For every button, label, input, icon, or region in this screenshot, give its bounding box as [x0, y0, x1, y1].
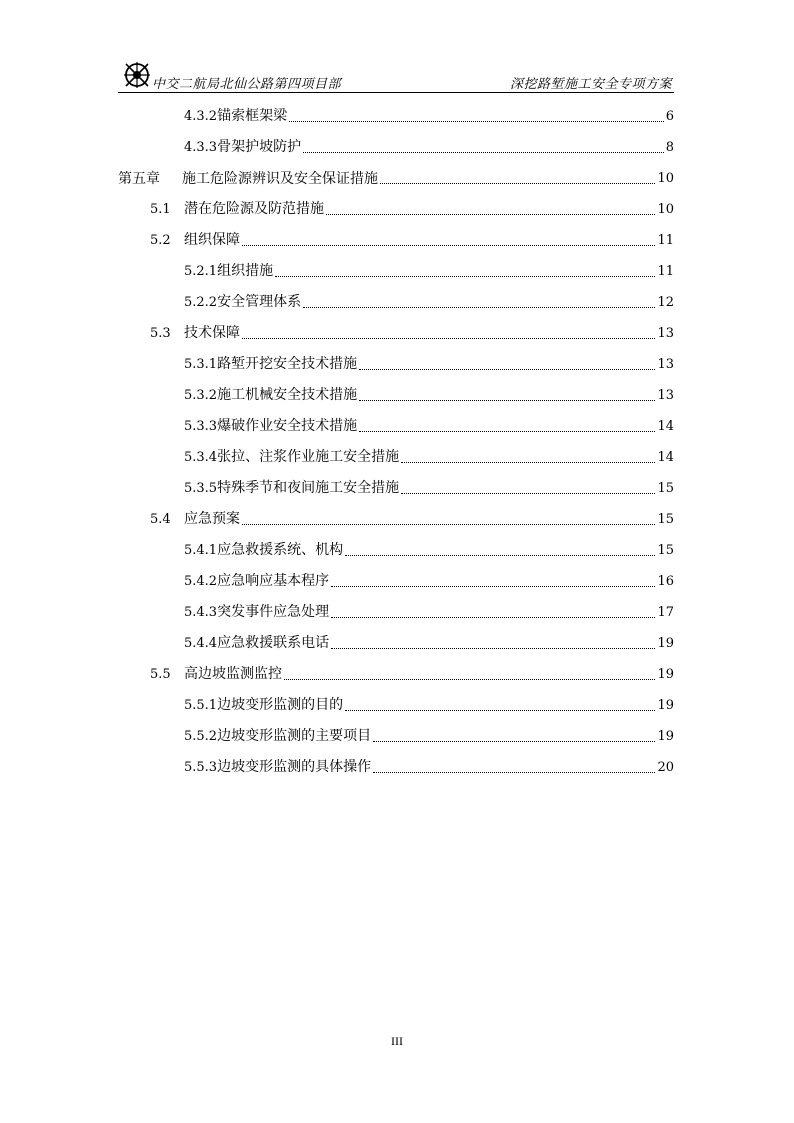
- toc-leader-dots: [242, 337, 655, 339]
- toc-entry-page: 10: [657, 171, 674, 186]
- toc-entry[interactable]: [184, 449, 674, 467]
- toc-entry-number: 5.5.3: [184, 760, 218, 775]
- toc-entry-number: 第五章: [118, 171, 160, 187]
- toc-entry-title: 爆破作业安全技术措施: [217, 418, 358, 434]
- toc-entry-label: [150, 200, 324, 219]
- toc-entry-page: 10: [657, 202, 674, 217]
- toc-entry-page: 13: [657, 357, 674, 372]
- toc-leader-dots: [275, 275, 655, 277]
- toc-entry-page: 14: [657, 450, 674, 465]
- company-logo-icon: [122, 60, 152, 90]
- toc-entry-title: 边坡变形监测的具体操作: [217, 759, 372, 775]
- toc-entry-page: 11: [657, 264, 674, 279]
- toc-leader-dots: [359, 399, 655, 401]
- toc-entry-page: 19: [657, 636, 674, 651]
- toc-entry-page: 20: [657, 760, 674, 775]
- toc-leader-dots: [401, 492, 655, 494]
- toc-entry-label: [184, 758, 371, 777]
- toc-entry-title: 施工机械安全技术措施: [217, 387, 358, 403]
- toc-leader-dots: [242, 523, 655, 525]
- toc-entry-title: 张拉、注浆作业施工安全措施: [217, 449, 400, 465]
- toc-entry-number: 5.4.4: [184, 636, 218, 651]
- toc-leader-dots: [373, 771, 655, 773]
- toc-entry-number: 5.3.3: [184, 419, 218, 434]
- toc-entry[interactable]: [184, 387, 674, 405]
- toc-entry-page: 14: [657, 419, 674, 434]
- toc-leader-dots: [359, 368, 655, 370]
- toc-entry-title: 组织保障: [184, 232, 240, 248]
- toc-entry-title: 高边坡监测监控: [184, 666, 282, 682]
- toc-entry-title: 路堑开挖安全技术措施: [217, 356, 358, 372]
- toc-entry-page: 6: [665, 109, 674, 124]
- toc-leader-dots: [303, 151, 664, 153]
- toc-entry-page: 15: [657, 543, 674, 558]
- toc-entry[interactable]: [150, 325, 674, 343]
- toc-entry-label: [184, 386, 357, 405]
- toc-leader-dots: [345, 554, 655, 556]
- toc-leader-dots: [326, 213, 655, 215]
- toc-entry-number: 5.3.4: [184, 450, 218, 465]
- toc-leader-dots: [380, 182, 655, 184]
- toc-entry-number: 5.4.3: [184, 605, 218, 620]
- toc-entry-number: 5.2: [150, 233, 171, 248]
- toc-entry-label: [184, 696, 343, 715]
- toc-leader-dots: [331, 647, 655, 649]
- toc-entry-page: 15: [657, 481, 674, 496]
- toc-leader-dots: [331, 585, 655, 587]
- toc-entry-label: [184, 262, 273, 281]
- toc-entry-title: 边坡变形监测的主要项目: [217, 728, 372, 744]
- toc-entry-number: 5.5.1: [184, 698, 218, 713]
- toc-entry[interactable]: [184, 573, 674, 591]
- toc-entry[interactable]: [184, 635, 674, 653]
- toc-entry-page: 13: [657, 326, 674, 341]
- toc-entry-number: 4.3.3: [184, 140, 218, 155]
- toc-entry[interactable]: [184, 294, 674, 312]
- toc-entry-title: 锚索框架梁: [217, 108, 288, 124]
- toc-entry-label: [184, 107, 287, 126]
- toc-entry[interactable]: [150, 232, 674, 250]
- toc-entry[interactable]: [184, 108, 674, 126]
- toc-entry-page: 17: [657, 605, 674, 620]
- toc-entry-number: 5.3.2: [184, 388, 218, 403]
- toc-entry[interactable]: [150, 666, 674, 684]
- toc-entry-title: 突发事件应急处理: [217, 604, 330, 620]
- toc-entry-title: 应急响应基本程序: [217, 573, 330, 589]
- toc-entry-number: 5.3.1: [184, 357, 218, 372]
- toc-entry-label: [150, 665, 282, 684]
- toc-entry-label: [150, 324, 240, 343]
- toc-entry-label: [150, 510, 240, 529]
- toc-entry[interactable]: [150, 511, 674, 529]
- toc-entry-page: 19: [657, 698, 674, 713]
- toc-entry-label: [118, 170, 378, 188]
- toc-leader-dots: [331, 616, 655, 618]
- toc-entry[interactable]: [184, 697, 674, 715]
- toc-entry-label: [184, 634, 329, 653]
- toc-entry-page: 19: [657, 667, 674, 682]
- toc-entry[interactable]: [184, 480, 674, 498]
- toc-entry-label: [184, 417, 357, 436]
- toc-leader-dots: [242, 244, 655, 246]
- toc-entry-page: 19: [657, 729, 674, 744]
- toc-entry-number: 5.4.2: [184, 574, 218, 589]
- toc-entry-title: 应急预案: [184, 511, 240, 527]
- toc-leader-dots: [373, 740, 655, 742]
- toc-entry-number: 5.5: [150, 667, 171, 682]
- toc-entry[interactable]: [184, 728, 674, 746]
- toc-entry[interactable]: [184, 263, 674, 281]
- toc-entry-title: 安全管理体系: [217, 294, 302, 310]
- toc-entry-page: 12: [657, 295, 674, 310]
- toc-leader-dots: [289, 120, 664, 122]
- toc-entry-page: 11: [657, 233, 674, 248]
- toc-leader-dots: [401, 461, 655, 463]
- toc-entry-label: [150, 231, 240, 250]
- toc-entry[interactable]: [150, 201, 674, 219]
- toc-entry[interactable]: [184, 418, 674, 436]
- toc-entry-number: 5.2.2: [184, 295, 218, 310]
- toc-leader-dots: [303, 306, 655, 308]
- page-number: III: [391, 1034, 403, 1048]
- toc-entry-page: 15: [657, 512, 674, 527]
- toc-leader-dots: [359, 430, 655, 432]
- toc-entry[interactable]: [184, 542, 674, 560]
- toc-entry-label: [184, 355, 357, 374]
- toc-entry-title: 特殊季节和夜间施工安全措施: [217, 480, 400, 496]
- toc-entry-number: 5.3: [150, 326, 171, 341]
- toc-entry-title: 组织措施: [217, 263, 274, 279]
- toc-entry-title: 应急救援联系电话: [217, 635, 330, 651]
- toc-entry-label: [184, 727, 371, 746]
- toc-entry-number: 4.3.2: [184, 109, 218, 124]
- toc-entry-title: 边坡变形监测的目的: [217, 697, 344, 713]
- toc-entry[interactable]: [184, 139, 674, 157]
- toc-entry-title: 施工危险源辨识及安全保证措施: [182, 171, 378, 187]
- toc-entry-label: [184, 138, 301, 157]
- toc-entry-title: 潜在危险源及防范措施: [184, 201, 324, 217]
- header-left-title: 中交二航局北仙公路第四项目部: [152, 77, 342, 92]
- toc-entry-number: 5.4.1: [184, 543, 218, 558]
- toc-entry-number: 5.3.5: [184, 481, 218, 496]
- toc-entry-title: 技术保障: [184, 325, 240, 341]
- toc-leader-dots: [284, 678, 655, 680]
- toc-entry-number: 5.4: [150, 512, 171, 527]
- toc-entry-label: [184, 448, 399, 467]
- toc-entry-label: [184, 293, 301, 312]
- toc-entry[interactable]: [184, 356, 674, 374]
- toc-entry-title: 骨架护坡防护: [217, 139, 302, 155]
- toc-entry-label: [184, 603, 329, 622]
- toc-entry-label: [184, 572, 329, 591]
- page-header: [118, 58, 674, 93]
- toc-entry-number: 5.1: [150, 202, 171, 217]
- toc-entry-page: 16: [657, 574, 674, 589]
- toc-entry-label: [184, 479, 399, 498]
- toc-entry-number: 5.2.1: [184, 264, 218, 279]
- toc-entry[interactable]: [184, 759, 674, 777]
- toc-entry-page: 13: [657, 388, 674, 403]
- header-right-title: 深挖路堑施工安全专项方案: [509, 77, 672, 92]
- toc-entry-title: 应急救援系统、机构: [217, 542, 344, 558]
- toc-leader-dots: [345, 709, 655, 711]
- toc-entry-label: [184, 541, 343, 560]
- toc-entry[interactable]: [118, 170, 674, 188]
- toc-entry-page: 8: [665, 140, 674, 155]
- toc-entry-number: 5.5.2: [184, 729, 218, 744]
- toc-entry[interactable]: [184, 604, 674, 622]
